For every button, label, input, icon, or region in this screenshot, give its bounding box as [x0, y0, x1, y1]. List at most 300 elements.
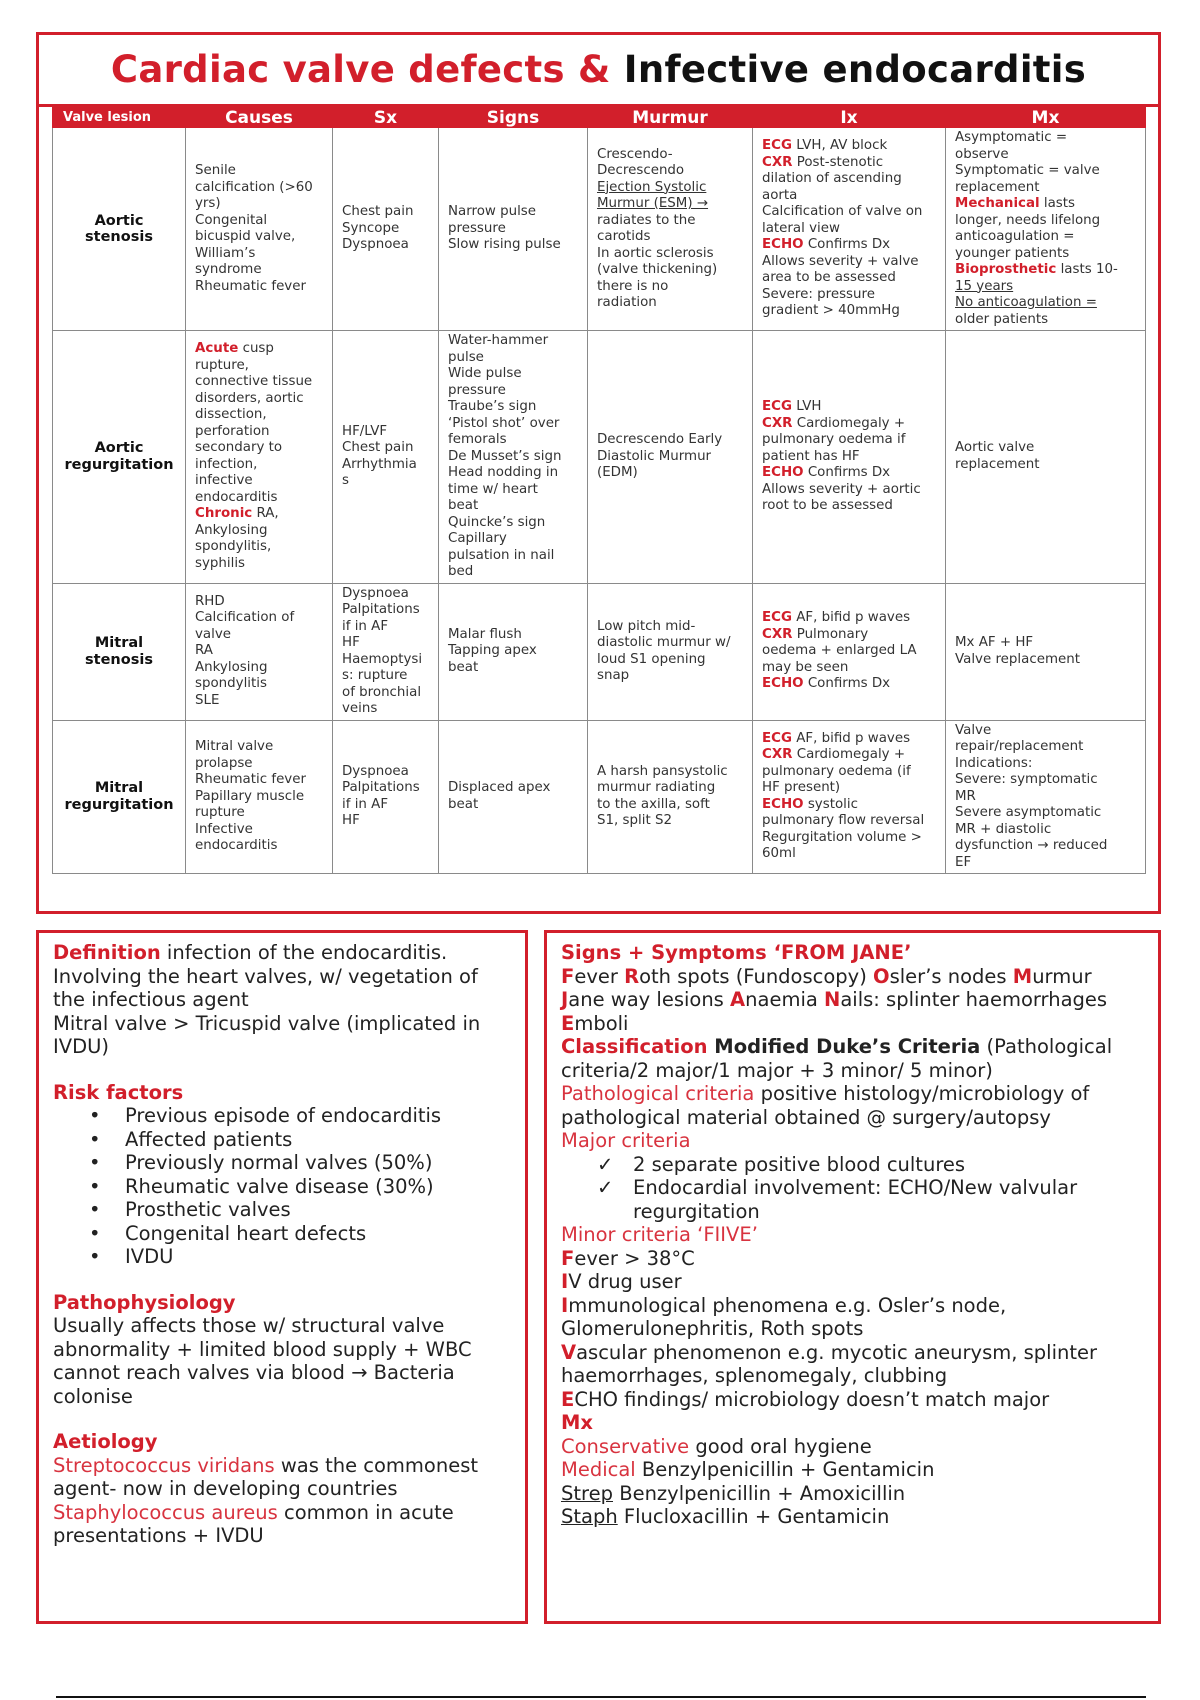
table-row: [53, 583, 1146, 720]
cell-ix: [753, 720, 946, 874]
cell-line: [955, 130, 1136, 147]
cell-line: calcification (>60: [195, 179, 313, 195]
cell-line: Crescendo-: [597, 146, 673, 162]
cell-text: pulmonary oedema (if: [762, 763, 911, 779]
mnemonic-letter: E: [561, 1387, 575, 1411]
dukes-criteria: Modified Duke’s Criteria: [707, 1035, 981, 1058]
cell-line: Decrescendo Early: [597, 432, 723, 447]
cell-text: rupture,: [195, 357, 249, 373]
cell-line: [195, 440, 323, 457]
cell-text: perforation: [195, 423, 270, 439]
cell-line: [955, 838, 1136, 855]
definition-line: infection of the endocarditis.: [160, 941, 448, 964]
pathological-criteria-label: Pathological criteria: [561, 1082, 755, 1105]
cell-line: diastolic murmur w/: [597, 635, 731, 650]
definition-label: Definition: [53, 941, 161, 964]
cell-text: Cardiomegaly +: [792, 415, 906, 431]
cell-line: [955, 196, 1136, 213]
fiive-line: [561, 1270, 1144, 1294]
cell-lesion: [53, 583, 186, 720]
cell-text: AF, bifid p waves: [791, 610, 911, 626]
cell-line: radiation: [597, 295, 657, 310]
cell-line: [762, 482, 936, 499]
cell-causes: [186, 583, 333, 720]
cell-line: [762, 813, 936, 830]
cell-text: Aortic valve: [955, 440, 1035, 456]
cell-text: Cardiomegaly +: [792, 747, 906, 763]
signs-label: Signs + Symptoms: [561, 941, 767, 964]
cell-line: [762, 731, 936, 748]
cell-line: Haemoptysi: [342, 651, 423, 667]
aetiology-text: was the commonest: [274, 1453, 479, 1477]
cell-text: Ankylosing: [195, 522, 268, 538]
list-item: • Previous episode of endocarditis: [89, 1104, 511, 1128]
cell-text: lateral view: [762, 220, 840, 236]
cell-text: lasts: [1039, 196, 1075, 211]
cell-line: endocarditis: [195, 838, 278, 853]
cell-line: valve: [195, 626, 232, 642]
patho-line: Usually affects those w/ structural valve: [53, 1314, 445, 1337]
list-item: • Congenital heart defects: [89, 1222, 511, 1246]
cell-line: [762, 303, 936, 320]
cell-line: of bronchial: [342, 684, 422, 700]
cell-line: [195, 490, 323, 507]
cell-keyword: CXR: [762, 747, 793, 763]
cell-line: [955, 772, 1136, 789]
major-criteria-label: Major criteria: [561, 1129, 691, 1152]
cell-text: EF: [955, 854, 972, 870]
cell-text: Severe: pressure: [762, 286, 875, 302]
cell-line: there is no: [597, 278, 669, 294]
cell-line: [955, 457, 1136, 474]
cell-line: stenosis: [85, 651, 153, 668]
cell-line: [762, 155, 936, 172]
cell-text: 15 years: [955, 278, 1014, 294]
cell-line: [955, 246, 1136, 263]
cell-text: Severe: symptomatic: [955, 772, 1098, 787]
cell-line: Tapping apex: [448, 643, 537, 659]
mx-text: good oral hygiene: [689, 1434, 872, 1458]
strep-label: Strep: [561, 1481, 613, 1505]
mnemonic-letter: F: [561, 964, 575, 988]
cell-line: William’s: [195, 245, 256, 261]
cell-keyword: ECHO: [762, 676, 804, 692]
cell-text: No anticoagulation =: [955, 295, 1097, 310]
cell-line: beat: [448, 659, 479, 675]
cell-keyword: Acute: [195, 341, 239, 357]
aetiology-text: agent- now in developing countries: [53, 1477, 398, 1500]
cell-line: loud S1 opening: [597, 651, 706, 667]
mx-text: Benzylpenicillin + Gentamicin: [635, 1458, 935, 1481]
col-header: Signs: [439, 108, 588, 128]
cell-signs: [439, 583, 588, 720]
mnemonic-text: ever > 38°C: [574, 1246, 695, 1270]
cell-text: aorta: [762, 187, 798, 203]
cell-line: [955, 440, 1136, 457]
cell-line: [762, 188, 936, 205]
list-item: • Previously normal valves (50%): [89, 1151, 511, 1175]
mnemonic-letter: V: [561, 1340, 577, 1364]
cell-line: [955, 147, 1136, 164]
cell-text: lasts 10-: [1056, 262, 1118, 277]
cell-line: Mitral: [94, 635, 144, 651]
cell-line: bicuspid valve,: [195, 229, 296, 244]
cell-line: Ejection Systolic: [597, 179, 707, 195]
cell-line: snap: [597, 668, 630, 683]
cell-line: [955, 756, 1136, 773]
cell-line: De Musset’s sign: [448, 448, 562, 464]
cell-line: [195, 407, 323, 424]
cell-line: [955, 723, 1136, 740]
list-item: ✓ 2 separate positive blood cultures: [597, 1153, 1144, 1177]
table-row: [53, 128, 1146, 331]
cell-text: disorders, aortic: [195, 390, 304, 406]
cell-line: Dyspnoea: [342, 585, 409, 601]
cell-line: Mitral valve: [195, 739, 274, 754]
cell-line: Mitral: [94, 780, 144, 797]
cell-line: Rheumatic fever: [195, 278, 306, 294]
fiive-line: [561, 1388, 1144, 1412]
cell-line: [955, 822, 1136, 839]
cell-text: area to be assessed: [762, 270, 896, 286]
cell-line: [762, 416, 936, 433]
cell-line: [762, 465, 936, 482]
table-header-row: [53, 108, 1146, 128]
cell-line: [762, 270, 936, 287]
staph-label: Staph: [561, 1505, 618, 1528]
cell-text: Confirms Dx: [803, 676, 891, 692]
cell-line: (valve thickening): [597, 262, 718, 277]
fiive-line: [561, 1294, 1144, 1318]
cell-text: connective tissue: [195, 374, 313, 390]
cell-line: rupture: [195, 805, 245, 820]
cell-line: [762, 287, 936, 304]
cell-keyword: Bioprosthetic: [955, 262, 1057, 277]
cell-line: [762, 138, 936, 155]
cell-line: [955, 279, 1136, 296]
cell-line: [762, 764, 936, 781]
cell-line: s: rupture: [342, 668, 408, 683]
cell-line: [762, 627, 936, 644]
cell-line: regurgitation: [64, 456, 174, 473]
cell-line: Quincke’s sign: [448, 514, 546, 530]
cell-keyword: ECG: [762, 730, 792, 746]
from-jane-line: [561, 988, 1144, 1012]
cell-line: [762, 846, 936, 863]
cell-line: Chest pain: [342, 204, 414, 220]
cell-murmur: [588, 128, 753, 331]
cell-text: pulmonary oedema if: [762, 432, 906, 447]
cell-line: [955, 855, 1136, 872]
cell-lesion: [53, 128, 186, 331]
cell-line: pulsation in nail: [448, 547, 555, 563]
cell-line: Diastolic Murmur: [597, 448, 712, 464]
cell-line: Ankylosing: [195, 659, 268, 675]
cell-text: LVH, AV block: [791, 138, 888, 154]
mnemonic-letter: M: [1012, 964, 1033, 988]
cell-text: Allows severity + valve: [762, 253, 919, 269]
cell-text: Valve replacement: [955, 651, 1080, 667]
cell-lesion: [53, 720, 186, 874]
cell-text: syphilis: [195, 555, 246, 571]
cell-line: Senile: [195, 163, 236, 178]
pathophysiology-label: Pathophysiology: [53, 1290, 236, 1314]
cell-line: [762, 830, 936, 847]
cell-keyword: ECHO: [762, 465, 804, 480]
cell-line: [955, 163, 1136, 180]
fiive-line: Glomerulonephritis, Roth spots: [561, 1317, 864, 1340]
mnemonic-letter: J: [561, 988, 569, 1011]
cell-murmur: [588, 583, 753, 720]
cell-line: [955, 180, 1136, 197]
cell-line: Dyspnoea: [342, 237, 409, 253]
mnemonic-text: mboli: [574, 1011, 629, 1035]
cell-line: s: [342, 473, 349, 489]
cell-text: Mx AF + HF: [955, 635, 1034, 650]
title-part2: Infective endocarditis: [623, 48, 1087, 91]
cell-line: spondylitis: [195, 676, 267, 692]
cell-line: prolapse: [195, 755, 253, 771]
cell-text: repair/replacement: [955, 739, 1084, 754]
mnemonic-text: urmur: [1032, 964, 1092, 988]
cell-line: if in AF: [342, 796, 389, 812]
pathophysiology-section: [53, 1291, 511, 1409]
cell-line: Displaced apex: [448, 780, 551, 796]
cell-line: [195, 374, 323, 391]
cell-line: [955, 213, 1136, 230]
risk-factors-section: [53, 1081, 511, 1269]
cell-mx: [946, 128, 1146, 331]
cell-line: Malar flush: [448, 626, 522, 642]
definition-line: the infectious agent: [53, 988, 249, 1011]
cell-lesion: [53, 331, 186, 584]
cell-line: Palpitations: [342, 780, 420, 796]
cell-text: 60ml: [762, 846, 796, 862]
cell-line: [195, 341, 323, 358]
cell-line: carotids: [597, 229, 651, 244]
mx-text: Flucloxacillin + Gentamicin: [617, 1505, 890, 1528]
cell-text: root to be assessed: [762, 498, 893, 513]
pathological-text: positive histology/microbiology of: [754, 1082, 1090, 1105]
minor-criteria-label: Minor criteria: [561, 1223, 691, 1246]
patho-line: cannot reach valves via blood → Bacteria: [53, 1361, 455, 1384]
cell-text: Symptomatic = valve: [955, 163, 1100, 178]
cell-line: [762, 797, 936, 814]
cell-keyword: ECG: [762, 610, 792, 626]
cell-line: [195, 556, 323, 573]
cell-keyword: ECG: [762, 399, 792, 414]
cell-keyword: Chronic: [195, 506, 253, 522]
conservative-label: Conservative: [561, 1434, 690, 1458]
cell-text: dissection,: [195, 407, 267, 423]
mnemonic-text: sler’s nodes: [889, 964, 1013, 988]
from-jane-line: [561, 965, 1144, 989]
cell-line: [955, 652, 1136, 669]
cell-line: S1, split S2: [597, 813, 672, 829]
cell-ix: [753, 331, 946, 584]
cell-line: [195, 506, 323, 523]
cell-line: [195, 539, 323, 556]
signs-symptoms-heading: [561, 941, 1144, 965]
endocarditis-criteria-panel: [544, 930, 1161, 1624]
medical-label: Medical: [561, 1458, 636, 1481]
cell-ix: [753, 128, 946, 331]
major-criteria-list: [561, 1153, 1144, 1224]
mnemonic-text: mmunological phenomena e.g. Osler’s node,: [568, 1293, 1007, 1317]
endocarditis-overview-panel: [36, 930, 528, 1624]
cell-line: [762, 780, 936, 797]
mnemonic-letter: N: [824, 988, 841, 1011]
cell-text: Asymptomatic =: [955, 130, 1068, 145]
mnemonic-text: CHO findings/ microbiology doesn’t match major: [574, 1387, 1050, 1411]
minor-mnemonic: ‘FIIVE’: [690, 1223, 758, 1246]
cell-text: gradient > 40mmHg: [762, 303, 900, 319]
cell-line: ‘Pistol shot’ over: [448, 415, 560, 431]
col-header: Valve lesion: [53, 108, 186, 128]
cell-line: [762, 610, 936, 627]
col-header: Sx: [333, 108, 439, 128]
cell-line: HF: [342, 813, 360, 829]
page-bottom-rule: [56, 1696, 1146, 1698]
cell-line: murmur radiating: [597, 780, 716, 796]
mnemonic-letter: I: [561, 1293, 569, 1317]
aetiology-section: [53, 1430, 511, 1548]
cell-keyword: Mechanical: [955, 196, 1040, 211]
cell-ix: [753, 583, 946, 720]
cell-text: Severe asymptomatic: [955, 805, 1102, 820]
cell-text: secondary to: [195, 440, 283, 456]
cell-line: [762, 660, 936, 677]
cell-line: bed: [448, 564, 474, 579]
cell-text: MR + diastolic: [955, 821, 1052, 837]
cell-text: infection,: [195, 456, 258, 472]
cell-line: regurgitation: [64, 796, 174, 813]
cell-text: MR: [955, 788, 976, 804]
cell-line: to the axilla, soft: [597, 796, 710, 812]
cell-causes: [186, 331, 333, 584]
cell-text: Regurgitation volume >: [762, 829, 922, 845]
cell-keyword: CXR: [762, 154, 793, 170]
cell-mx: [946, 331, 1146, 584]
cell-line: beat: [448, 796, 479, 812]
cell-line: In aortic sclerosis: [597, 245, 714, 261]
mnemonic-text: ails: splinter haemorrhages: [840, 988, 1108, 1011]
mx-label: Mx: [561, 1411, 593, 1434]
cell-line: A harsh pansystolic: [597, 763, 728, 779]
cell-line: [195, 358, 323, 375]
cell-text: Post-stenotic: [792, 154, 884, 170]
fiive-line: haemorrhages, splenomegaly, clubbing: [561, 1364, 948, 1387]
cell-text: replacement: [955, 456, 1040, 472]
cell-line: [762, 221, 936, 238]
cell-text: pulmonary flow reversal: [762, 813, 925, 829]
cell-line: [762, 254, 936, 271]
from-jane-line: [561, 1012, 1144, 1036]
cell-line: Aortic: [94, 212, 144, 229]
cell-sx: [333, 331, 439, 584]
cell-text: Confirms Dx: [803, 237, 891, 253]
cell-text: endocarditis: [195, 489, 278, 505]
definition-line: IVDU): [53, 1035, 109, 1058]
pathological-text: pathological material obtained @ surgery/autopsy: [561, 1105, 1051, 1129]
mnemonic-letter: A: [730, 988, 746, 1011]
col-header: Murmur: [588, 108, 753, 128]
mnemonic-text: ascular phenomenon e.g. mycotic aneurysm, splinter: [576, 1340, 1098, 1364]
cell-text: Calcification of valve on: [762, 204, 923, 220]
cell-signs: [439, 720, 588, 874]
cell-line: pressure: [448, 220, 506, 236]
cell-line: [762, 676, 936, 693]
cell-line: Capillary: [448, 531, 507, 546]
cell-keyword: CXR: [762, 626, 793, 642]
cell-text: HF present): [762, 780, 841, 796]
cell-text: observe: [955, 146, 1009, 162]
cell-signs: [439, 331, 588, 584]
cell-text: AF, bifid p waves: [791, 730, 911, 746]
cell-line: Water-hammer: [448, 333, 549, 348]
cell-text: RA,: [252, 506, 279, 522]
cell-sx: [333, 128, 439, 331]
cell-line: Head nodding in: [448, 465, 559, 480]
cell-line: Narrow pulse: [448, 204, 537, 220]
cell-line: Syncope: [342, 220, 400, 236]
risk-factors-label: Risk factors: [53, 1080, 184, 1104]
cell-line: [762, 204, 936, 221]
cell-line: [955, 739, 1136, 756]
cell-text: Confirms Dx: [803, 465, 891, 480]
mnemonic-letter: E: [561, 1011, 575, 1035]
cell-text: replacement: [955, 179, 1040, 195]
cell-line: Rheumatic fever: [195, 772, 306, 787]
definition-line: Involving the heart valves, w/ vegetation of: [53, 964, 478, 988]
cell-line: Infective: [195, 821, 253, 837]
cell-line: Low pitch mid-: [597, 618, 696, 634]
cell-line: [195, 424, 323, 441]
cell-text: Pulmonary: [792, 626, 869, 642]
list-item: • Prosthetic valves: [89, 1198, 511, 1222]
classification-text: (Pathological: [980, 1035, 1113, 1058]
cell-line: Slow rising pulse: [448, 237, 561, 253]
cell-line: veins: [342, 701, 378, 716]
patho-line: colonise: [53, 1384, 133, 1408]
risk-factors-list: [53, 1104, 511, 1269]
cell-text: infective: [195, 473, 253, 489]
cell-line: Murmur (ESM) →: [597, 196, 709, 211]
mnemonic-text: ane way lesions: [568, 988, 731, 1011]
mnemonic-letter: R: [624, 964, 640, 988]
cell-line: radiates to the: [597, 212, 696, 228]
fiive-line: [561, 1341, 1144, 1365]
col-header: Causes: [186, 108, 333, 128]
title-part1: Cardiac valve defects &: [110, 48, 611, 91]
table-row: [53, 331, 1146, 584]
cell-line: [762, 747, 936, 764]
cell-text: Valve: [955, 722, 992, 738]
cell-line: HF/LVF: [342, 423, 388, 439]
mnemonic-text: oth spots (Fundoscopy): [639, 964, 874, 988]
cell-text: patient has HF: [762, 448, 860, 464]
cell-mx: [946, 720, 1146, 874]
cell-text: older patients: [955, 311, 1049, 327]
cell-line: [762, 449, 936, 466]
aetiology-label: Aetiology: [53, 1430, 158, 1453]
cell-text: oedema + enlarged LA: [762, 643, 917, 659]
cell-text: younger patients: [955, 245, 1070, 261]
cell-keyword: CXR: [762, 415, 793, 431]
cell-line: (EDM): [597, 465, 638, 480]
classification-line: [561, 1035, 1144, 1059]
cell-line: [195, 473, 323, 490]
